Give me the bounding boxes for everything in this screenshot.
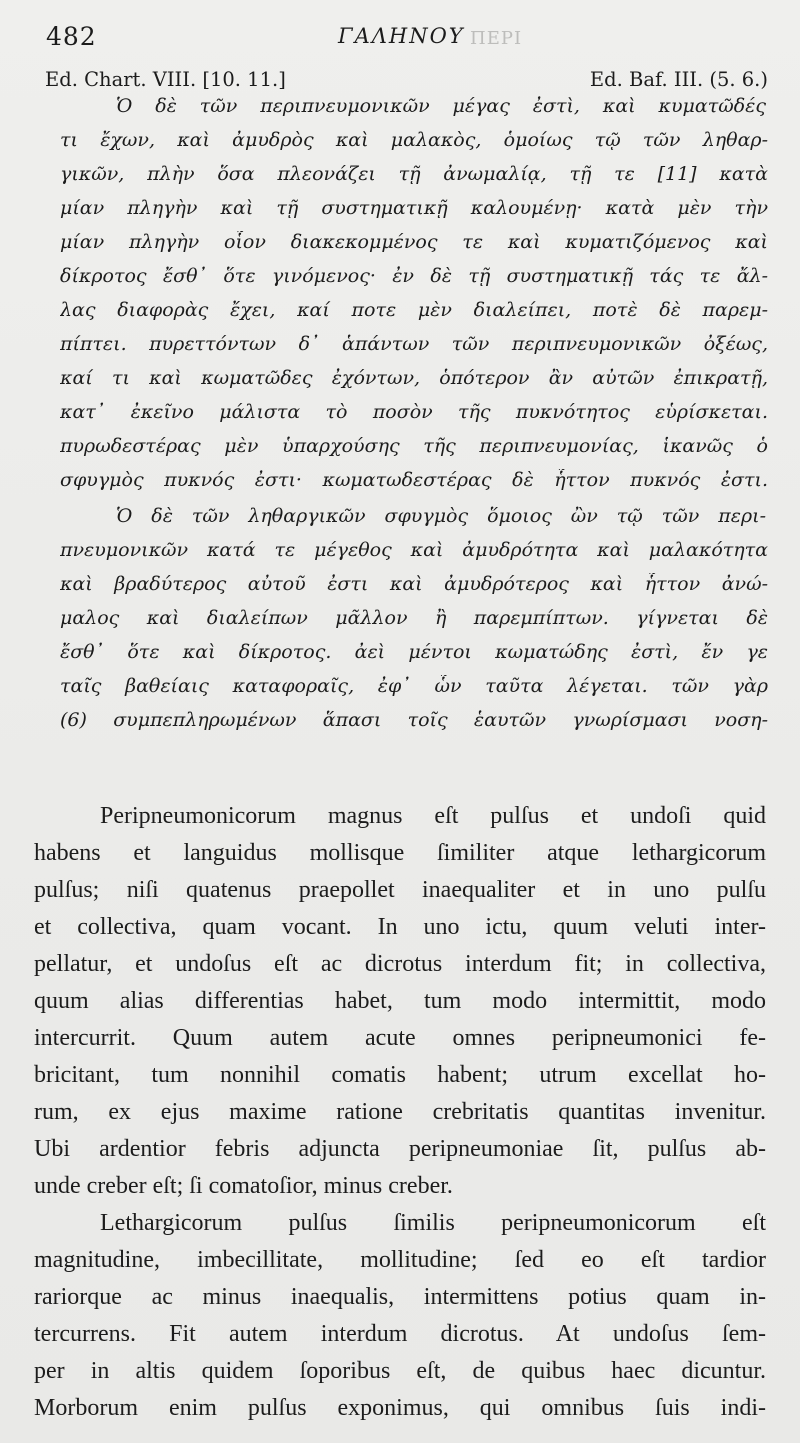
latin-line: intercurrit. Quum autem acute omnes peripneumonici fe- bbox=[34, 1025, 766, 1051]
latin-line: unde creber eſt; ſi comatoſior, minus creber. bbox=[34, 1173, 453, 1199]
running-head: ΓΑΛΗΝΟΥ bbox=[338, 24, 465, 48]
greek-line: καὶ βραδύτερος αὐτοῦ ἐστι καὶ ἀμυδρότερος καὶ ἧττον ἀνώ- bbox=[60, 573, 768, 595]
greek-line: κατ᾽ ἐκεῖνο μάλιστα τὸ ποσὸν τῆς πυκνότητος εὑρίσκεται. bbox=[60, 401, 768, 423]
greek-line: πίπτει. πυρεττόντων δ᾽ ἁπάντων τῶν περιπνευμονικῶν ὀξέως, bbox=[60, 333, 768, 355]
latin-line: Lethargicorum pulſus ſimilis peripneumonicorum eſt bbox=[100, 1210, 766, 1236]
greek-line: τι ἔχων, καὶ ἀμυδρὸς καὶ μαλακὸς, ὁμοίως τῷ τῶν ληθαρ- bbox=[60, 129, 768, 151]
edition-references bbox=[0, 68, 800, 94]
latin-line: Morborum enim pulſus exponimus, qui omnibus ſuis indi- bbox=[34, 1395, 766, 1421]
latin-line: Peripneumonicorum magnus eſt pulſus et undoſi quid bbox=[100, 803, 766, 829]
latin-line: rariorque ac minus inaequalis, intermittens potius quam in- bbox=[34, 1284, 766, 1310]
latin-line: quum alias differentias habet, tum modo intermittit, modo bbox=[34, 988, 766, 1014]
greek-line: μίαν πληγὴν οἷον διακεκομμένος τε καὶ κυματιζόμενος καὶ bbox=[60, 231, 768, 253]
latin-line: bricitant, tum nonnihil comatis habent; utrum excellat ho- bbox=[34, 1062, 766, 1088]
greek-line: σφυγμὸς πυκνός ἐστι· κωματωδεστέρας δὲ ἧττον πυκνός ἐστι. bbox=[60, 469, 768, 491]
latin-line: rum, ex ejus maxime ratione crebritatis quantitas invenitur. bbox=[34, 1099, 766, 1125]
greek-line: καί τι καὶ κωματῶδες ἐχόντων, ὁπότερον ἂν αὐτῶν ἐπικρατῇ, bbox=[60, 367, 768, 389]
greek-line: πυρωδεστέρας μὲν ὑπαρχούσης τῆς περιπνευμονίας, ἱκανῶς ὁ bbox=[60, 435, 768, 457]
page-header bbox=[0, 20, 800, 54]
page-number: 482 bbox=[46, 22, 97, 51]
latin-line: habens et languidus mollisque ſimiliter atque lethargicorum bbox=[34, 840, 766, 866]
latin-line: magnitudine, imbecillitate, mollitudine; ſed eo eſt tardior bbox=[34, 1247, 766, 1273]
greek-line: δίκροτος ἔσθ᾽ ὅτε γινόμενος· ἐν δὲ τῇ συστηματικῇ τάς τε ἄλ- bbox=[60, 265, 768, 287]
greek-line: ταῖς βαθείαις καταφοραῖς, ἐφ᾽ ὧν ταῦτα λέγεται. τῶν γὰρ bbox=[60, 675, 768, 697]
edition-chartier: Ed. Chart. VIII. [10. 11.] bbox=[45, 68, 286, 91]
edition-basel: Ed. Baf. III. (5. 6.) bbox=[589, 68, 768, 91]
greek-line: μίαν πληγὴν καὶ τῇ συστηματικῇ καλουμένῃ· κατὰ μὲν τὴν bbox=[60, 197, 768, 219]
greek-line: Ὁ δὲ τῶν ληθαργικῶν σφυγμὸς ὅμοιος ὢν τῷ τῶν περι- bbox=[116, 505, 766, 527]
greek-line: ἔσθ᾽ ὅτε καὶ δίκροτος. ἀεὶ μέντοι κωματώδης ἐστὶ, ἔν γε bbox=[60, 641, 768, 663]
latin-line: pellatur, et undoſus eſt ac dicrotus interdum fit; in collectiva, bbox=[34, 951, 766, 977]
show-through-text: ΠΕΡΙ bbox=[470, 28, 523, 49]
latin-line: pulſus; niſi quatenus praepollet inaequaliter et in uno pulſu bbox=[34, 877, 766, 903]
latin-line: tercurrens. Fit autem interdum dicrotus. At undoſus ſem- bbox=[34, 1321, 766, 1347]
latin-line: Ubi ardentior febris adjuncta peripneumoniae ſit, pulſus ab- bbox=[34, 1136, 766, 1162]
greek-line: λας διαφορὰς ἔχει, καί ποτε μὲν διαλείπει, ποτὲ δὲ παρεμ- bbox=[60, 299, 768, 321]
greek-line: Ὁ δὲ τῶν περιπνευμονικῶν μέγας ἐστὶ, καὶ κυματῶδές bbox=[116, 95, 766, 117]
greek-line: πνευμονικῶν κατά τε μέγεθος καὶ ἀμυδρότητα καὶ μαλακότητα bbox=[60, 539, 768, 561]
latin-line: et collectiva, quam vocant. In uno ictu, quum veluti inter- bbox=[34, 914, 766, 940]
latin-line: per in altis quidem ſoporibus eſt, de quibus haec dicuntur. bbox=[34, 1358, 766, 1384]
greek-line: (6) συμπεπληρωμένων ἅπασι τοῖς ἑαυτῶν γνωρίσμασι νοση- bbox=[60, 709, 768, 731]
greek-line: γικῶν, πλὴν ὅσα πλεονάζει τῇ ἀνωμαλίᾳ, τῇ τε [11] κατὰ bbox=[60, 163, 768, 185]
greek-line: μαλος καὶ διαλείπων μᾶλλον ἢ παρεμπίπτων. γίγνεται δὲ bbox=[60, 607, 768, 629]
